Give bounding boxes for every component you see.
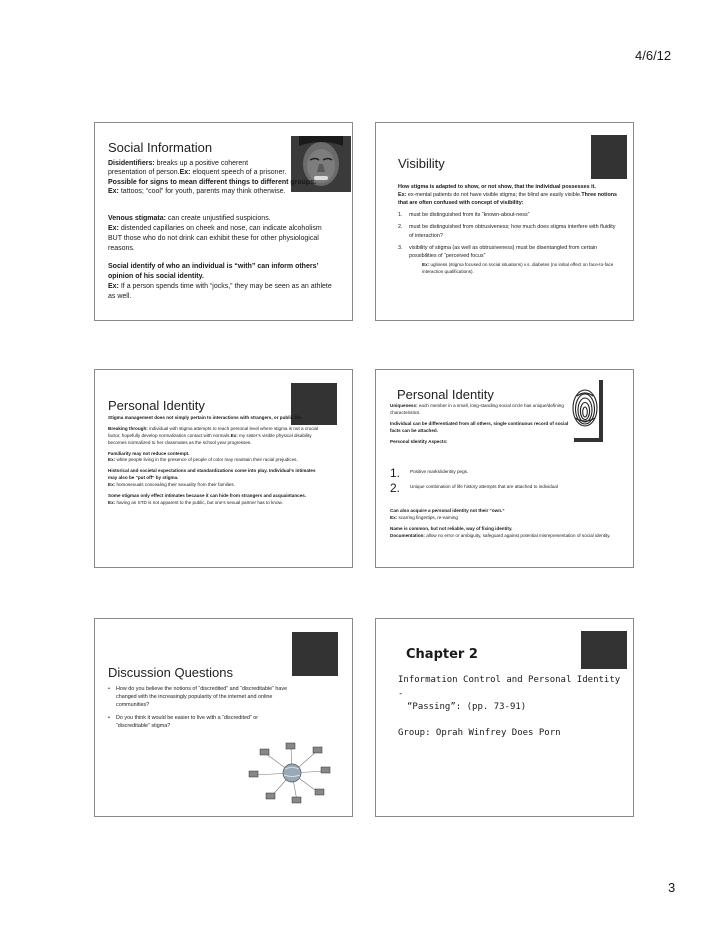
chapter-subtitle xyxy=(398,674,628,715)
item-text: visibility of stigma (as well as obtrusiveness) must be disentangled from certain possibilities of “perceived focus” xyxy=(409,244,598,259)
item-text: Unique combination of life history attempts that are attached to individual xyxy=(410,484,558,489)
page-number: 3 xyxy=(668,880,676,895)
bold-statement: Can also acquire a personal identity not their “own.” xyxy=(390,508,505,513)
term-label: Disidentifiers: xyxy=(108,160,155,167)
list-item xyxy=(398,223,620,239)
slide-title: Discussion Questions xyxy=(108,665,233,680)
fingerprint-icon xyxy=(571,388,599,433)
text: can create unjustified suspicions. xyxy=(167,215,271,222)
print-date: 4/6/12 xyxy=(635,48,672,63)
ex-label: Ex: xyxy=(179,169,191,177)
bullet-text: How do you believe the notions of “discredited” and “discreditable” have changed with the increasingly popularity of the internet and online communities? xyxy=(116,686,288,709)
bold-statement: Three notions that are often confused with concept of visibility: xyxy=(398,192,618,207)
bold-statement: Historical and societal expectations and standardizations come into play. Individual’s intimates may also be “put off” by stigma. xyxy=(108,468,316,481)
ex-label: Ex: xyxy=(422,261,430,267)
accent-bar-horizontal xyxy=(574,438,603,442)
ex-label: Ex: xyxy=(108,499,116,505)
item-text: Positive marks/identity pegs. xyxy=(410,469,469,474)
text: presentation of person. xyxy=(108,169,180,177)
text: ugliness (stigma focused on social situations) v.s. diabetes (no initial effect on face-to-face interaction qualifications). xyxy=(422,261,614,274)
slide-visibility xyxy=(375,122,634,321)
slide-title: Social Information xyxy=(108,140,213,155)
text: my sister’s visible physical disability becomes normalized to her classmates as the school year progresses. xyxy=(108,432,312,445)
text: homosexuals concealing their sexuality from their families. xyxy=(116,482,235,488)
ex-label: Ex: xyxy=(230,432,238,438)
bold-statement: Familiarity may not reduce contempt. xyxy=(108,450,190,456)
slide-title: Personal Identity xyxy=(108,398,205,413)
item-number: 2. xyxy=(398,224,403,231)
list-item xyxy=(390,482,590,494)
text: individual with stigma attempts to reach personal level where stigma is not a crucial factor, hopefully develop normalization contact with normals. xyxy=(108,425,319,438)
accent-bar-vertical xyxy=(599,380,603,442)
bold-statement: Name is common, but not reliable, way of fixing identity. xyxy=(390,525,513,531)
item-number: 1. xyxy=(390,466,401,480)
item-number: 3. xyxy=(398,244,403,251)
ex-label: Ex: xyxy=(390,514,398,520)
ex-label: Ex: xyxy=(108,457,116,463)
ex-label: Ex: xyxy=(108,283,119,291)
bold-statement: Possible for signs to mean different things to different groups. xyxy=(108,178,317,186)
text: each member in a small, long-standing social circle has unique/defining characteristics. xyxy=(390,403,564,415)
list-item xyxy=(390,467,590,479)
item-number: 2. xyxy=(390,481,401,495)
ex-label: Ex: xyxy=(108,482,116,488)
group-name: Group: Oprah Winfrey Does Porn xyxy=(398,728,561,738)
slide-personal-identity-1 xyxy=(94,369,353,568)
accent-square xyxy=(292,632,338,676)
bold-statement: Personal Identity Aspects: xyxy=(390,438,448,444)
bullet-item: • Do you think it would be easier to live with a “discredited” or “discreditable” stigma? xyxy=(108,714,288,730)
item-number: 1. xyxy=(398,212,403,219)
item-text: must be distinguished from its “known-about-ness” xyxy=(409,212,530,219)
term-label: Venous stigmata: xyxy=(108,215,166,222)
bullet-item: • How do you believe the notions of “discredited” and “discreditable” have changed with the increasingly popularity of the internet and online communities? xyxy=(108,686,288,709)
ex-label: Ex: xyxy=(108,188,119,196)
text: scarring fingertips, re-naming xyxy=(398,514,458,520)
slide-title: Visibility xyxy=(398,156,445,171)
subtitle-line: “Passing”: (pp. 73-91) xyxy=(407,702,527,712)
ex-label: Ex: xyxy=(398,192,407,199)
slide-title: Personal Identity xyxy=(397,387,494,402)
term-label: Breaking through: xyxy=(108,425,148,431)
bold-statement: Some stigmas only effect intimates because it can hide from strangers and acquaintances. xyxy=(108,493,307,499)
bold-statement: Social identify of who an individual is “with” can inform others’ opinion of his social identity. xyxy=(108,263,319,281)
slide-chapter-2 xyxy=(375,618,634,817)
chapter-heading: Chapter 2 xyxy=(406,647,478,662)
list-item xyxy=(398,244,620,260)
accent-square xyxy=(591,135,627,179)
list-item xyxy=(398,211,620,219)
text: tattoos; “cool” for youth, parents may think otherwise. xyxy=(120,188,286,196)
text: allow no error or ambiguity, safeguard against potential misrepresentation of social identity. xyxy=(426,532,611,538)
term-label: Uniqueness: xyxy=(390,403,418,408)
text: eloquent speech of a prisoner. xyxy=(192,169,287,177)
sub-example xyxy=(422,262,620,276)
bullet-text: Do you think it would be easier to live with a “discredited” or “discreditable” stigma? xyxy=(116,715,259,730)
bold-statement: Stigma management does not simply pertain to interactions with strangers, or public life. xyxy=(108,415,303,420)
ex-label: Ex: xyxy=(108,225,119,233)
accent-square xyxy=(581,631,627,669)
network-globe-illustration xyxy=(245,741,335,812)
slide-personal-identity-2 xyxy=(375,369,634,568)
text: having an STD is not apparent to the public, but one’s sexual partner has to know. xyxy=(116,499,283,505)
slide-social-information xyxy=(94,122,353,321)
text: white people living in the presence of people of color may maintain their racial prejudices. xyxy=(116,457,298,463)
text: If a person spends time with “jocks,” they may be seen as an athlete as well. xyxy=(108,283,332,301)
term-label: Documentation: xyxy=(390,532,425,538)
subtitle-line: Information Control and Personal Identity - xyxy=(398,675,621,699)
item-text: must be distinguished from obtrusiveness; how much does stigma interfere with fluidity of interaction? xyxy=(409,224,616,239)
bold-statement: Individual can be differentiated from all others, single continuous record of social facts can be attached. xyxy=(390,420,569,433)
text: breaks up a positive coherent xyxy=(156,160,249,167)
text: distended capillaries on cheek and nose, can indicate alcoholism BUT those who do not drink can exhibit these for other physiological reasons. xyxy=(108,225,322,253)
slide-discussion-questions xyxy=(94,618,353,817)
bold-statement: How stigma is adapted to show, or not show, that the individual possesses it. xyxy=(398,184,596,190)
text: ex-mental patients do not have visible stigma; the blind are easily visible. xyxy=(407,192,582,199)
